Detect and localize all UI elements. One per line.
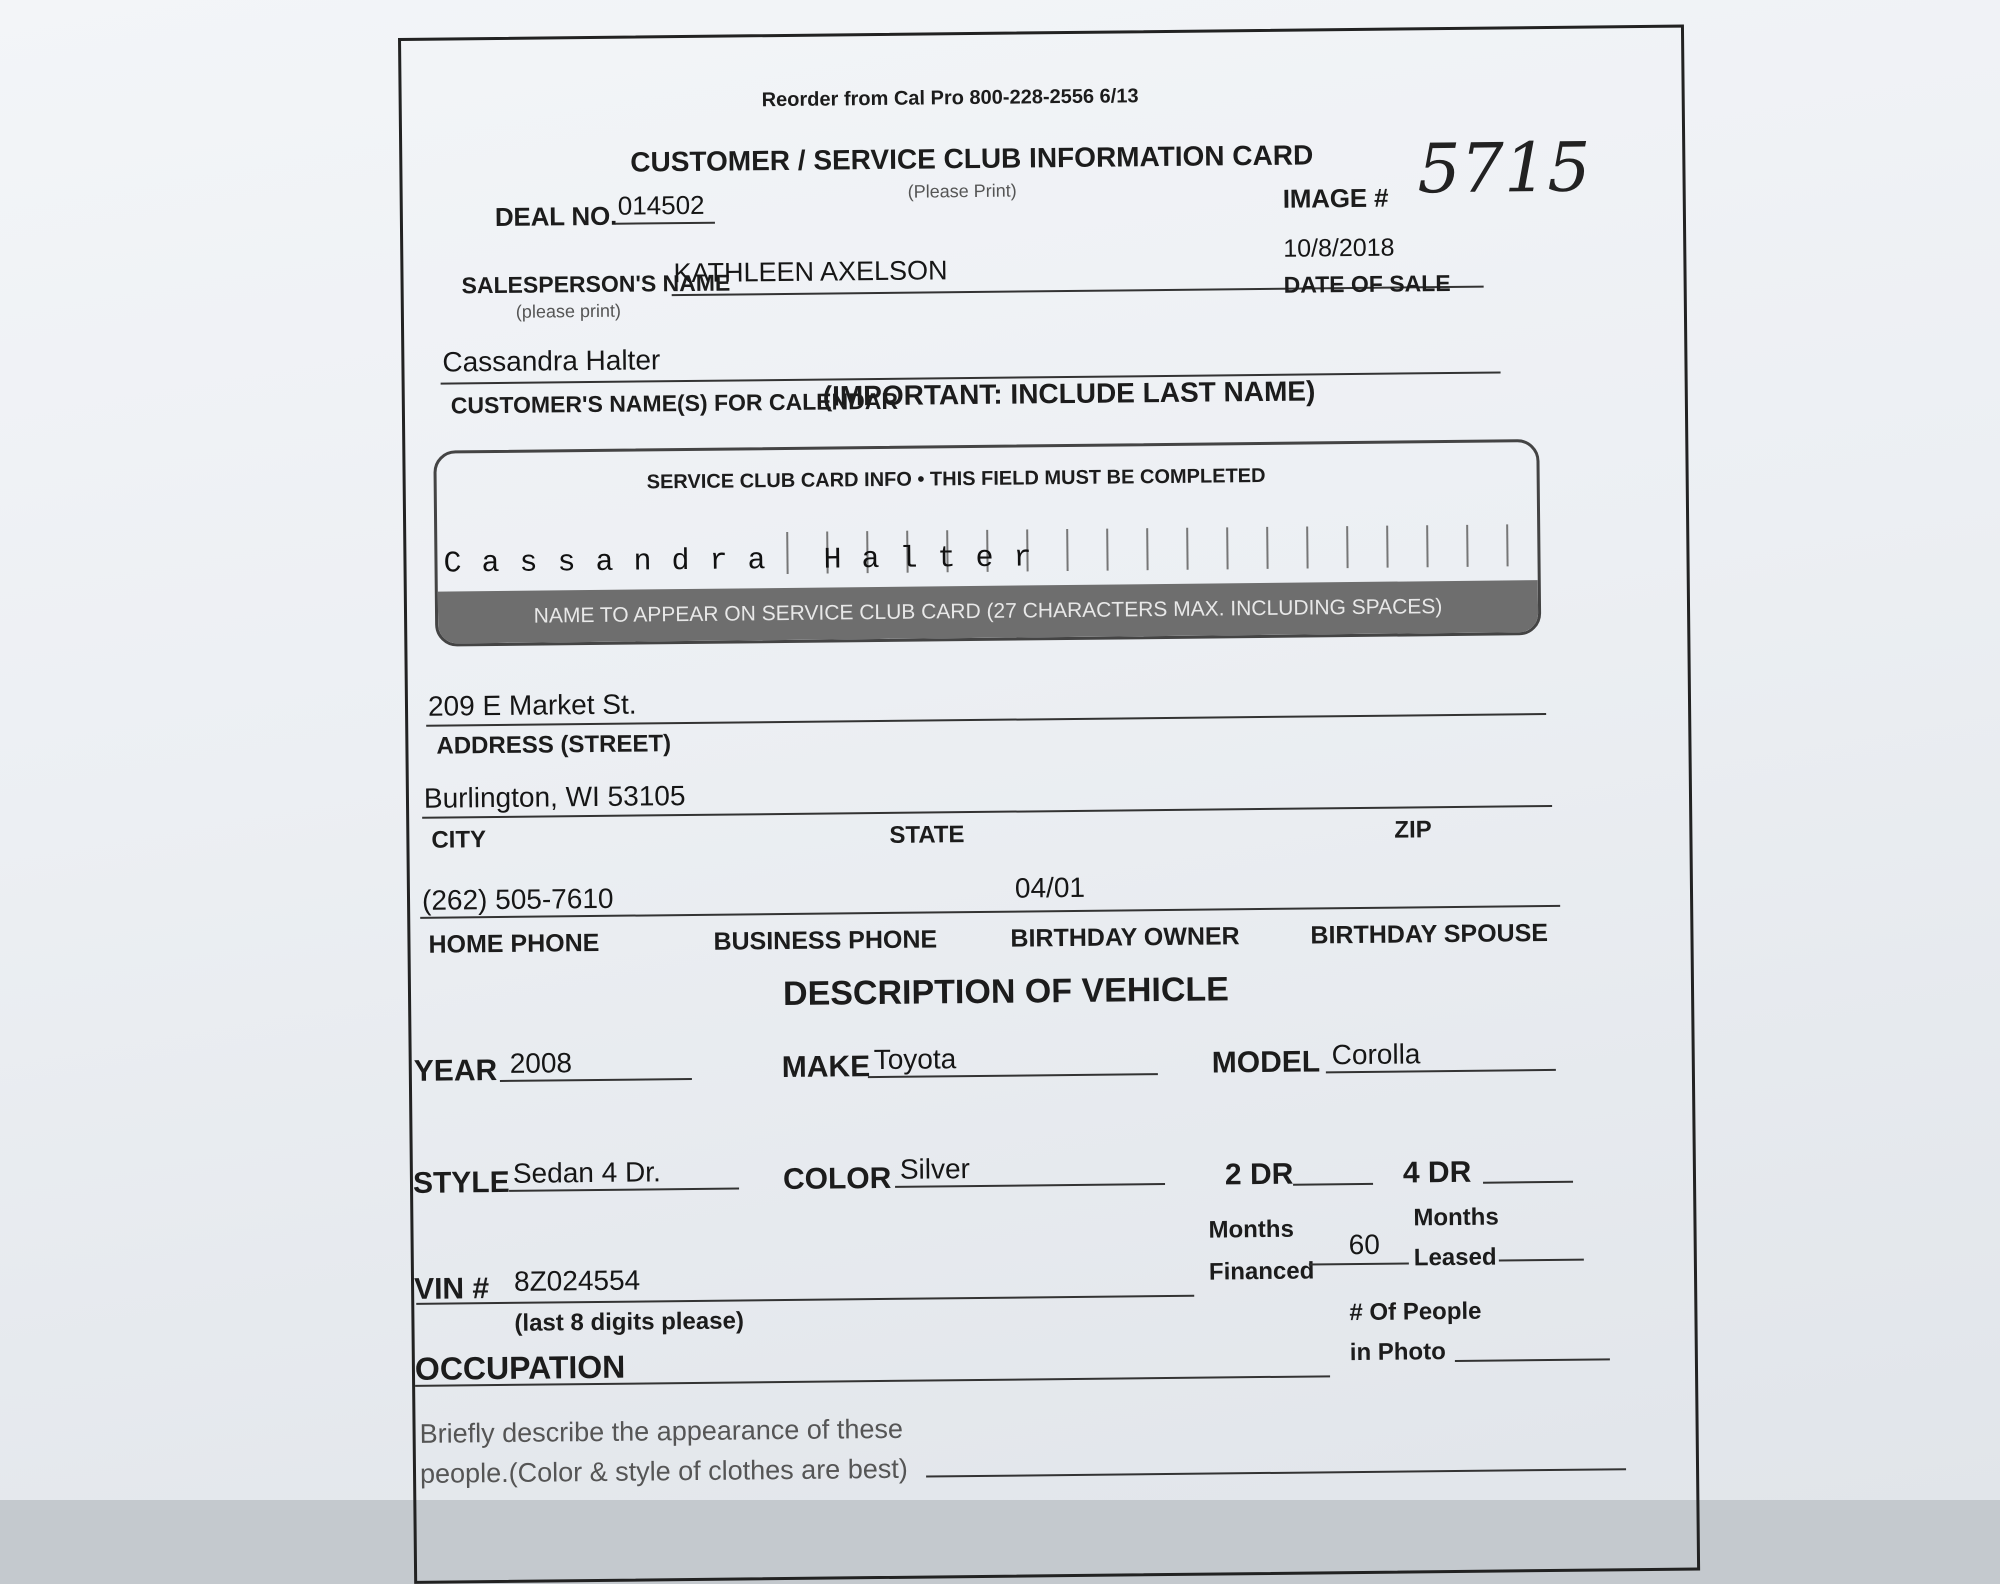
style-label: STYLE [412,1165,510,1200]
people-label-bottom: in Photo [1349,1338,1446,1367]
two-door-label: 2 DR [1224,1157,1294,1192]
deal-no-label: DEAL NO. [494,200,618,232]
image-number-value: 5715 [1417,128,1591,210]
customer-name-label: CUSTOMER'S NAME(S) FOR CALENDAR [450,387,899,419]
model-value: Corolla [1331,1038,1421,1071]
four-door-label: 4 DR [1402,1155,1472,1190]
date-of-sale-value: 10/8/2018 [1283,233,1395,263]
customer-name-value: Cassandra Halter [442,344,661,378]
image-number-label: IMAGE # [1282,182,1389,214]
describe-line-1: Briefly describe the appearance of these [419,1413,904,1449]
home-phone-label: HOME PHONE [428,928,600,959]
style-value: Sedan 4 Dr. [512,1156,661,1189]
color-label: COLOR [782,1161,892,1197]
city-value: Burlington, WI 53105 [423,780,686,814]
reorder-note: Reorder from Cal Pro 800-228-2556 6/13 [761,85,1139,112]
city-label: CITY [431,826,487,854]
business-phone-label: BUSINESS PHONE [713,925,938,956]
vehicle-title: DESCRIPTION OF VEHICLE [782,970,1230,1014]
state-label: STATE [889,821,965,849]
home-phone-value: (262) 505-7610 [421,882,614,916]
birthday-owner-value: 04/01 [1014,871,1086,904]
card-title: CUSTOMER / SERVICE CLUB INFORMATION CARD [630,139,1314,178]
make-value: Toyota [873,1043,957,1076]
service-card-band: NAME TO APPEAR ON SERVICE CLUB CARD (27 CHARACTERS MAX. INCLUDING SPACES) [438,580,1538,644]
vin-label: VIN # [413,1272,490,1306]
birthday-spouse-label: BIRTHDAY SPOUSE [1310,919,1549,950]
zip-label: ZIP [1394,816,1432,844]
date-of-sale-label: DATE OF SALE [1283,269,1451,298]
service-card-header: SERVICE CLUB CARD INFO • THIS FIELD MUST BE COMPLETED [646,464,1266,494]
describe-line-2: people.(Color & style of clothes are best) [419,1453,908,1489]
salesperson-value: KATHLEEN AXELSON [673,255,948,289]
vin-sublabel: (last 8 digits please) [514,1307,745,1337]
occupation-label: OCCUPATION [414,1348,626,1387]
birthday-owner-label: BIRTHDAY OWNER [1010,922,1240,953]
financed-value: 60 [1348,1228,1381,1261]
please-print-note: (Please Print) [907,180,1017,202]
leased-label-top: Months [1413,1203,1499,1232]
service-club-card-box [433,439,1541,647]
leased-label-bottom: Leased [1413,1243,1497,1272]
information-card [398,25,1700,1584]
vin-value: 8Z024554 [513,1264,641,1297]
financed-label-bottom: Financed [1208,1257,1315,1286]
deal-no-value: 014502 [617,189,705,221]
financed-label-top: Months [1208,1215,1294,1244]
salesperson-label: SALESPERSON'S NAME [461,269,731,299]
address-value: 209 E Market St. [427,688,637,722]
service-card-name: Cassandra Halter [443,541,1052,582]
color-value: Silver [899,1153,971,1185]
model-label: MODEL [1211,1045,1321,1080]
people-label-top: # Of People [1349,1297,1482,1327]
address-label: ADDRESS (STREET) [436,730,672,760]
make-label: MAKE [781,1050,871,1085]
year-label: YEAR [413,1054,498,1088]
salesperson-sublabel: (please print) [515,300,622,322]
year-value: 2008 [509,1047,573,1079]
customer-name-note: (IMPORTANT: INCLUDE LAST NAME) [822,375,1316,412]
